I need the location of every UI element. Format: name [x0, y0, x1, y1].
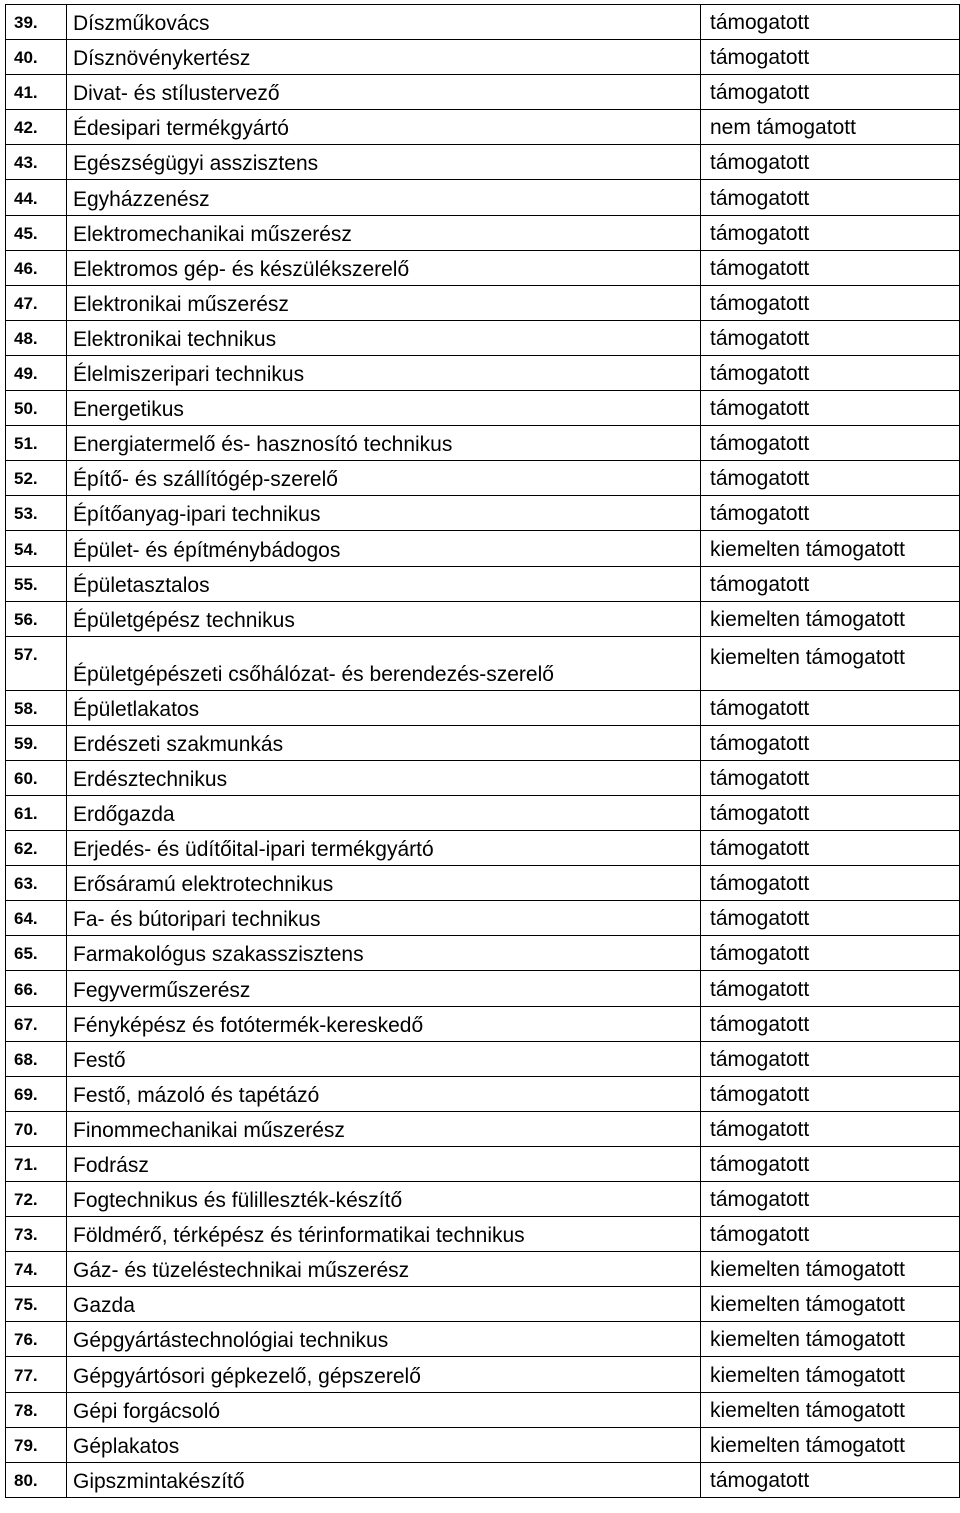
table-row [6, 461, 960, 496]
profession-name: Élelmiszeripari technikus [67, 355, 701, 390]
profession-name: Gipszmintakészítő [67, 1462, 701, 1497]
support-status: támogatott [701, 1076, 960, 1111]
profession-name: Díszműkovács [67, 5, 701, 40]
profession-name: Gazda [67, 1287, 701, 1322]
row-number: 63. [6, 866, 67, 901]
support-status: támogatott [701, 795, 960, 830]
row-number: 70. [6, 1111, 67, 1146]
row-number: 42. [6, 110, 67, 145]
profession-name: Épület- és építménybádogos [67, 531, 701, 566]
row-number: 59. [6, 725, 67, 760]
profession-name: Épületasztalos [67, 566, 701, 601]
support-status: támogatott [701, 725, 960, 760]
table-row [6, 320, 960, 355]
support-status: támogatott [701, 391, 960, 426]
row-number: 43. [6, 145, 67, 180]
profession-name: Energetikus [67, 391, 701, 426]
table-row [6, 426, 960, 461]
support-status: támogatott [701, 1462, 960, 1497]
table-row [6, 1357, 960, 1392]
support-status: támogatott [701, 5, 960, 40]
profession-name: Elektronikai technikus [67, 320, 701, 355]
support-status: kiemelten támogatott [701, 531, 960, 566]
support-status: kiemelten támogatott [701, 1427, 960, 1462]
table-row [6, 1111, 960, 1146]
row-number: 44. [6, 180, 67, 215]
row-number: 48. [6, 320, 67, 355]
support-status: támogatott [701, 1217, 960, 1252]
row-number: 71. [6, 1146, 67, 1181]
profession-name: Finommechanikai műszerész [67, 1111, 701, 1146]
profession-name: Fodrász [67, 1146, 701, 1181]
support-status: támogatott [701, 901, 960, 936]
row-number: 41. [6, 75, 67, 110]
support-status: támogatott [701, 866, 960, 901]
table-row [6, 866, 960, 901]
support-status: támogatott [701, 1111, 960, 1146]
support-status: támogatott [701, 180, 960, 215]
table-row [6, 531, 960, 566]
profession-name: Édesipari termékgyártó [67, 110, 701, 145]
support-status: támogatott [701, 936, 960, 971]
table-row [6, 971, 960, 1006]
profession-name: Gépgyártósori gépkezelő, gépszerelő [67, 1357, 701, 1392]
table-row [6, 355, 960, 390]
row-number: 46. [6, 250, 67, 285]
table-row [6, 901, 960, 936]
profession-table [5, 4, 960, 1498]
support-status: támogatott [701, 215, 960, 250]
profession-name: Fogtechnikus és fülilleszték-készítő [67, 1182, 701, 1217]
profession-name: Épületlakatos [67, 690, 701, 725]
row-number: 51. [6, 426, 67, 461]
table-row [6, 1146, 960, 1181]
support-status: támogatott [701, 566, 960, 601]
row-number: 61. [6, 795, 67, 830]
table-row [6, 1182, 960, 1217]
row-number: 53. [6, 496, 67, 531]
profession-name: Festő [67, 1041, 701, 1076]
table-row [6, 250, 960, 285]
table-row [6, 1076, 960, 1111]
profession-name: Építő- és szállítógép-szerelő [67, 461, 701, 496]
row-number: 62. [6, 831, 67, 866]
table-row [6, 180, 960, 215]
table-row [6, 496, 960, 531]
profession-name: Erdőgazda [67, 795, 701, 830]
row-number: 64. [6, 901, 67, 936]
support-status: kiemelten támogatott [701, 601, 960, 636]
support-status: támogatott [701, 426, 960, 461]
profession-name: Elektromechanikai műszerész [67, 215, 701, 250]
row-number: 40. [6, 40, 67, 75]
profession-name: Farmakológus szakasszisztens [67, 936, 701, 971]
support-status: támogatott [701, 320, 960, 355]
row-number: 79. [6, 1427, 67, 1462]
profession-name: Elektronikai műszerész [67, 285, 701, 320]
table-row [6, 1041, 960, 1076]
profession-name: Épületgépész technikus [67, 601, 701, 636]
table-row [6, 110, 960, 145]
support-status: kiemelten támogatott [701, 1357, 960, 1392]
profession-name: Fa- és bútoripari technikus [67, 901, 701, 936]
support-status: kiemelten támogatott [701, 636, 960, 690]
profession-name: Épületgépészeti csőhálózat- és berendezés-szerelő [67, 636, 701, 690]
profession-name: Földmérő, térképész és térinformatikai technikus [67, 1217, 701, 1252]
row-number: 49. [6, 355, 67, 390]
profession-name: Fegyverműszerész [67, 971, 701, 1006]
support-status: támogatott [701, 1182, 960, 1217]
support-status: támogatott [701, 760, 960, 795]
table-row [6, 1392, 960, 1427]
table-row [6, 566, 960, 601]
row-number: 67. [6, 1006, 67, 1041]
table-body [6, 5, 960, 1498]
support-status: támogatott [701, 40, 960, 75]
row-number: 78. [6, 1392, 67, 1427]
row-number: 75. [6, 1287, 67, 1322]
profession-name: Gépgyártástechnológiai technikus [67, 1322, 701, 1357]
table-row [6, 75, 960, 110]
support-status: támogatott [701, 461, 960, 496]
table-row [6, 1287, 960, 1322]
profession-name: Energiatermelő és- hasznosító technikus [67, 426, 701, 461]
row-number: 72. [6, 1182, 67, 1217]
table-row [6, 5, 960, 40]
table-row [6, 936, 960, 971]
row-number: 77. [6, 1357, 67, 1392]
row-number: 76. [6, 1322, 67, 1357]
table-row [6, 1217, 960, 1252]
support-status: támogatott [701, 1006, 960, 1041]
row-number: 56. [6, 601, 67, 636]
table-row [6, 601, 960, 636]
profession-name: Gépi forgácsoló [67, 1392, 701, 1427]
row-number: 73. [6, 1217, 67, 1252]
table-row [6, 1462, 960, 1497]
profession-name: Gáz- és tüzeléstechnikai műszerész [67, 1252, 701, 1287]
support-status: támogatott [701, 1146, 960, 1181]
support-status: támogatott [701, 971, 960, 1006]
support-status: kiemelten támogatott [701, 1252, 960, 1287]
table-row [6, 725, 960, 760]
profession-name: Egyházzenész [67, 180, 701, 215]
profession-name: Erjedés- és üdítőital-ipari termékgyártó [67, 831, 701, 866]
profession-name: Dísznövénykertész [67, 40, 701, 75]
support-status: kiemelten támogatott [701, 1392, 960, 1427]
support-status: támogatott [701, 690, 960, 725]
table-row [6, 1252, 960, 1287]
profession-name: Építőanyag-ipari technikus [67, 496, 701, 531]
profession-name: Géplakatos [67, 1427, 701, 1462]
row-number: 58. [6, 690, 67, 725]
table-row [6, 145, 960, 180]
row-number: 45. [6, 215, 67, 250]
support-status: támogatott [701, 75, 960, 110]
profession-name: Erősáramú elektrotechnikus [67, 866, 701, 901]
support-status: támogatott [701, 145, 960, 180]
row-number: 65. [6, 936, 67, 971]
table-row [6, 831, 960, 866]
row-number: 66. [6, 971, 67, 1006]
profession-name: Elektromos gép- és készülékszerelő [67, 250, 701, 285]
support-status: nem támogatott [701, 110, 960, 145]
row-number: 39. [6, 5, 67, 40]
profession-name: Festő, mázoló és tapétázó [67, 1076, 701, 1111]
profession-name: Fényképész és fotótermék-kereskedő [67, 1006, 701, 1041]
profession-name: Erdészeti szakmunkás [67, 725, 701, 760]
profession-name: Erdésztechnikus [67, 760, 701, 795]
support-status: támogatott [701, 1041, 960, 1076]
table-row [6, 1427, 960, 1462]
support-status: támogatott [701, 831, 960, 866]
row-number: 52. [6, 461, 67, 496]
support-status: támogatott [701, 496, 960, 531]
row-number: 50. [6, 391, 67, 426]
table-row [6, 285, 960, 320]
row-number: 57. [6, 636, 67, 690]
table-row [6, 795, 960, 830]
support-status: kiemelten támogatott [701, 1322, 960, 1357]
table-row [6, 1006, 960, 1041]
profession-name: Divat- és stílustervező [67, 75, 701, 110]
support-status: kiemelten támogatott [701, 1287, 960, 1322]
profession-name: Egészségügyi asszisztens [67, 145, 701, 180]
table-row [6, 215, 960, 250]
row-number: 47. [6, 285, 67, 320]
support-status: támogatott [701, 355, 960, 390]
row-number: 74. [6, 1252, 67, 1287]
support-status: támogatott [701, 250, 960, 285]
row-number: 54. [6, 531, 67, 566]
row-number: 68. [6, 1041, 67, 1076]
table-row [6, 40, 960, 75]
table-row [6, 391, 960, 426]
table-row [6, 636, 960, 690]
support-status: támogatott [701, 285, 960, 320]
row-number: 69. [6, 1076, 67, 1111]
table-row [6, 760, 960, 795]
row-number: 80. [6, 1462, 67, 1497]
table-row [6, 1322, 960, 1357]
row-number: 55. [6, 566, 67, 601]
row-number: 60. [6, 760, 67, 795]
table-row [6, 690, 960, 725]
